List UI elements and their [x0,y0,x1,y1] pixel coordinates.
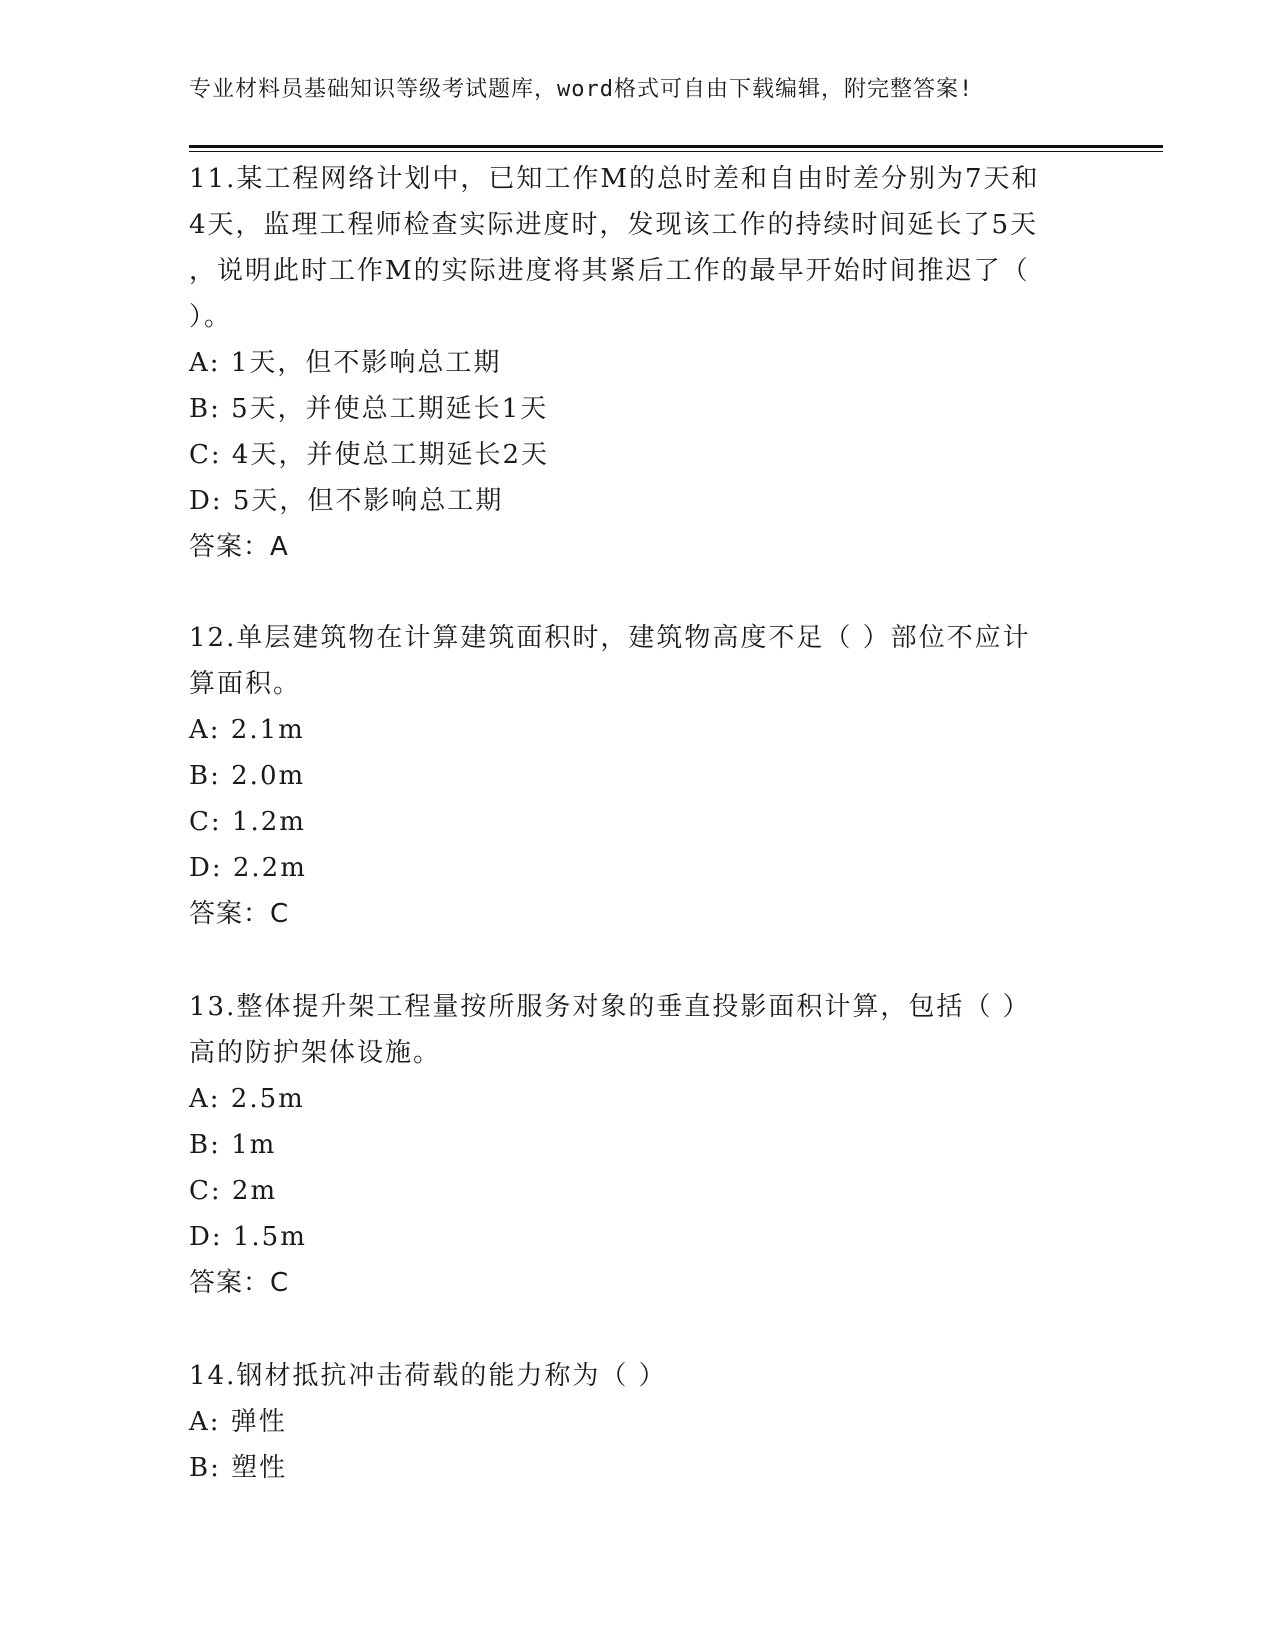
option-c: C: 1.2m [189,807,306,837]
answer-label: 答案：C [189,1268,290,1298]
option-d: D: 2.2m [189,853,307,883]
option-a: A: 2.5m [189,1084,305,1114]
header-divider-thick [189,145,1163,148]
question-text-line: 13.整体提升架工程量按所服务对象的垂直投影面积计算，包括（ ） [189,992,1031,1022]
question-text-line: ）。 [189,302,233,332]
header-divider-thin [189,151,1163,152]
question-text-line: 11.某工程网络计划中，已知工作M的总时差和自由时差分别为7天和 [189,164,1040,194]
option-a: A: 弹性 [189,1407,287,1437]
option-d: D: 1.5m [189,1222,307,1252]
option-c: C: 4天，并使总工期延长2天 [189,440,550,470]
answer-label: 答案：C [189,899,290,929]
question-text-line: ，说明此时工作M的实际进度将其紧后工作的最早开始时间推迟了（ [189,256,1030,286]
question-text-line: 4天，监理工程师检查实际进度时，发现该工作的持续时间延长了5天 [189,210,1039,240]
question-text-line: 高的防护架体设施。 [189,1038,442,1068]
question-text-line: 算面积。 [189,669,302,699]
answer-label: 答案：A [189,532,289,562]
option-a: A: 1天，但不影响总工期 [189,348,502,378]
option-b: B: 2.0m [189,761,306,791]
option-b: B: 塑性 [189,1453,288,1483]
option-b: B: 1m [189,1130,277,1160]
option-c: C: 2m [189,1176,278,1206]
question-12 [189,615,1089,937]
question-13 [189,984,1089,1306]
page-header-title: 专业材料员基础知识等级考试题库，word格式可自由下载编辑，附完整答案! [189,77,974,102]
question-14 [189,1353,1089,1491]
question-text-line: 14.钢材抵抗冲击荷载的能力称为（ ） [189,1361,667,1391]
option-b: B: 5天，并使总工期延长1天 [189,394,549,424]
question-text-line: 12.单层建筑物在计算建筑面积时，建筑物高度不足（ ）部位不应计 [189,623,1031,653]
question-11 [189,156,1089,570]
option-d: D: 5天，但不影响总工期 [189,486,504,516]
option-a: A: 2.1m [189,715,305,745]
